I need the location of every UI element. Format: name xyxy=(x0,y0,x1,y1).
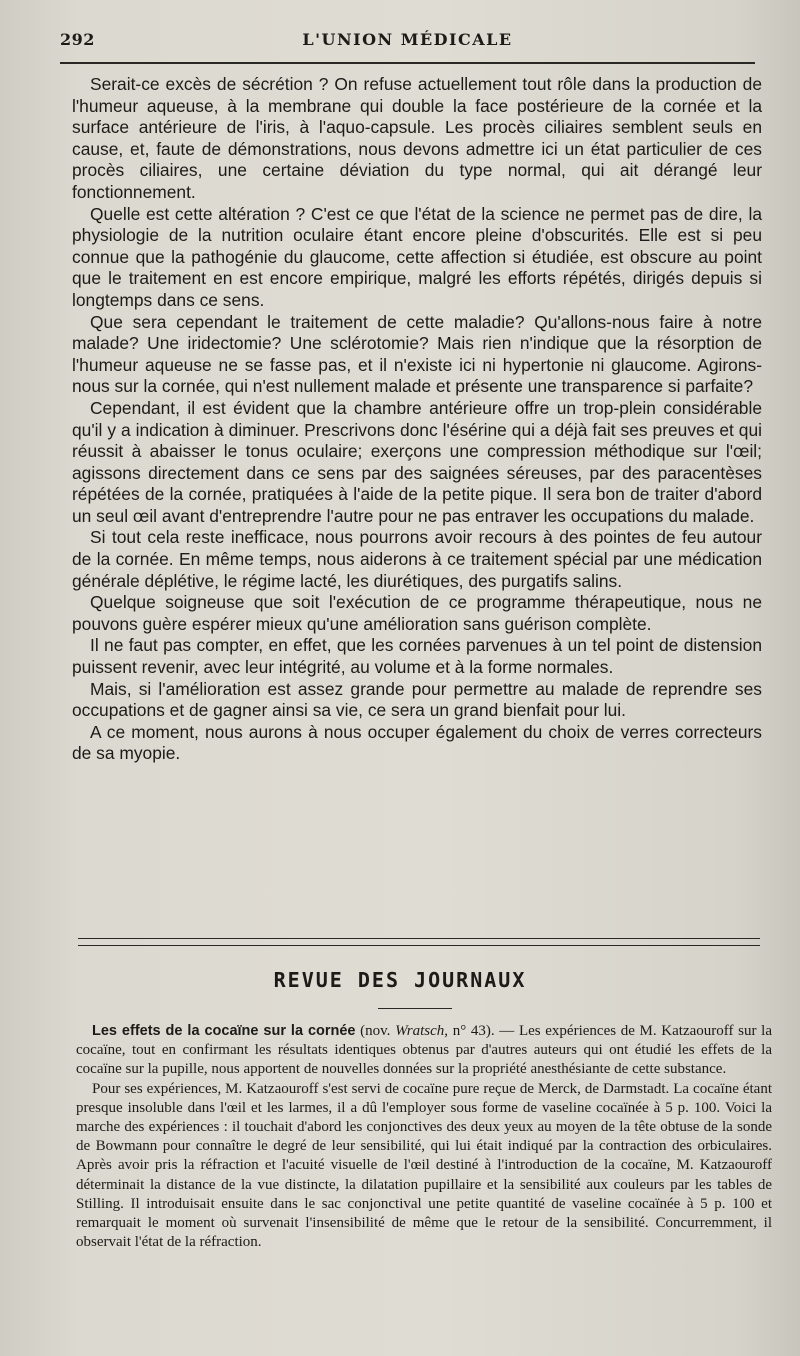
paragraph: Il ne faut pas compter, en effet, que les cornées parvenues à un tel point de distension puissent revenir, avec leur intégrité, au volume et à la forme normales. xyxy=(72,635,762,678)
paragraph: Quelle est cette altération ? C'est ce que l'état de la science ne permet pas de dire, la physiologie de la nutrition oculaire étant encore pleine d'obscurités. Elle est si peu connue que la pathogénie du glaucome, cette affection si étudiée, est obscure au point que le traitement en est encore empirique, malgré les efforts répétés, dirigés depuis si longtemps dans ce sens. xyxy=(72,203,762,310)
paragraph: Que sera cependant le traitement de cette maladie? Qu'allons-nous faire à notre malade? Une iridectomie? Une sclérotomie? Mais rien n'indique que la résorption de l'humeur aqueuse ne se fasse pas, et il n'existe ici ni hypertonie ni glaucome. Agirons-nous sur la cornée, qui n'est nullement malade et présente une transparence si parfaite? xyxy=(72,311,762,397)
review-paragraph: Pour ses expériences, M. Katzaouroff s'est servi de cocaïne pure reçue de Merck, de Darmstadt. La cocaïne étant presque insoluble dans l'œil et les larmes, il a dû l'employer sous forme de vaseline cocaïnée à 5 p. 100. Voici la marche des expériences : il touchait d'abord les conjonctives des deux yeux au moyen de la tête obtuse de la sonde de Bowmann pour connaître le degré de leur sensibilité, qui lui était indiqué par la contraction des orbiculaires. Après avoir pris la réfraction et l'acuité visuelle de l'œil destiné à l'introduction de la cocaïne, M. Katzaouroff déterminait la distance de la vue distincte, la dilatation pupillaire et la sensibilité aux couleurs par les tables de Stilling. Il introduisait ensuite dans le sac conjonctival une petite quantité de vaseline cocaïnée à 5 p. 100 et remarquait le moment où survenait l'insensibilité de même que le retour de la sensibilité. Concurremment, il observait l'état de la réfraction. xyxy=(76,1080,772,1251)
review-text: Les expériences de M. Katzaouroff sur la cocaïne, tout en confirmant les résultats identiques obtenus par d'autres auteurs qui ont étudié les effets de la cocaïne sur la pupille, nous apportent de nouvelles données sur la propriété anesthésiante de cette substance. xyxy=(76,1023,772,1078)
review-paragraph xyxy=(76,1022,772,1080)
paragraph: Quelque soigneuse que soit l'exécution de ce programme thérapeutique, nous ne pouvons guère espérer mieux qu'une amélioration sans guérison complète. xyxy=(72,592,762,634)
citation-suffix: , n° 43). — xyxy=(444,1023,519,1039)
running-head xyxy=(60,30,755,54)
header-rule xyxy=(60,62,755,64)
journal-title: L'UNION MÉDICALE xyxy=(302,30,513,49)
citation-journal: Wratsch xyxy=(395,1023,445,1039)
section-title: REVUE DES JOURNAUX xyxy=(273,968,527,992)
paragraph: Serait-ce excès de sécrétion ? On refuse actuellement tout rôle dans la production de l'humeur aqueuse, à la membrane qui double la face postérieure de la cornée et la surface antérieure de l'iris, à l'aquo-capsule. Les procès ciliaires semblent seuls en cause, et, faute de démonstrations, nous devons admettre ici un état particulier de ces procès ciliaires, une certaine déviation du type normal, qui ait dérangé leur fonctionnement. xyxy=(72,74,762,202)
title-rule xyxy=(378,1008,452,1009)
paragraph: A ce moment, nous aurons à nous occuper également du choix de verres correcteurs de sa myopie. xyxy=(72,721,762,764)
paragraph: Mais, si l'amélioration est assez grande pour permettre au malade de reprendre ses occupations et de gagner ainsi sa vie, ce sera un grand bienfait pour lui. xyxy=(72,678,762,721)
article-title: Les effets de la cocaïne sur la cornée xyxy=(92,1023,356,1039)
paragraph: Si tout cela reste inefficace, nous pourrons avoir recours à des pointes de feu autour de la cornée. En même temps, nous aiderons à ce traitement spécial par une médication générale déplétive, le régime lacté, les diurétiques, des purgatifs salins. xyxy=(72,527,762,591)
paragraph: Cependant, il est évident que la chambre antérieure offre un trop-plein considérable qu'il y a indication à diminuer. Prescrivons donc l'ésérine qui a déjà fait ses preuves et qui réussit à abaisser le tonus oculaire; exerçons une compression méthodique sur l'œil; agissons directement dans ce sens par des saignées séreuses, par des paracentèses répétées de la cornée, pratiquées à l'aide de la petite pique. Il sera bon de traiter d'abord un seul œil avant d'entreprendre l'autre pour ne pas entraver les occupations du malade. xyxy=(72,397,762,526)
citation-prefix: (nov. xyxy=(355,1023,396,1039)
main-text xyxy=(72,74,762,765)
section-separator xyxy=(78,938,760,946)
page-number: 292 xyxy=(60,30,95,49)
journal-review xyxy=(76,1022,772,1252)
